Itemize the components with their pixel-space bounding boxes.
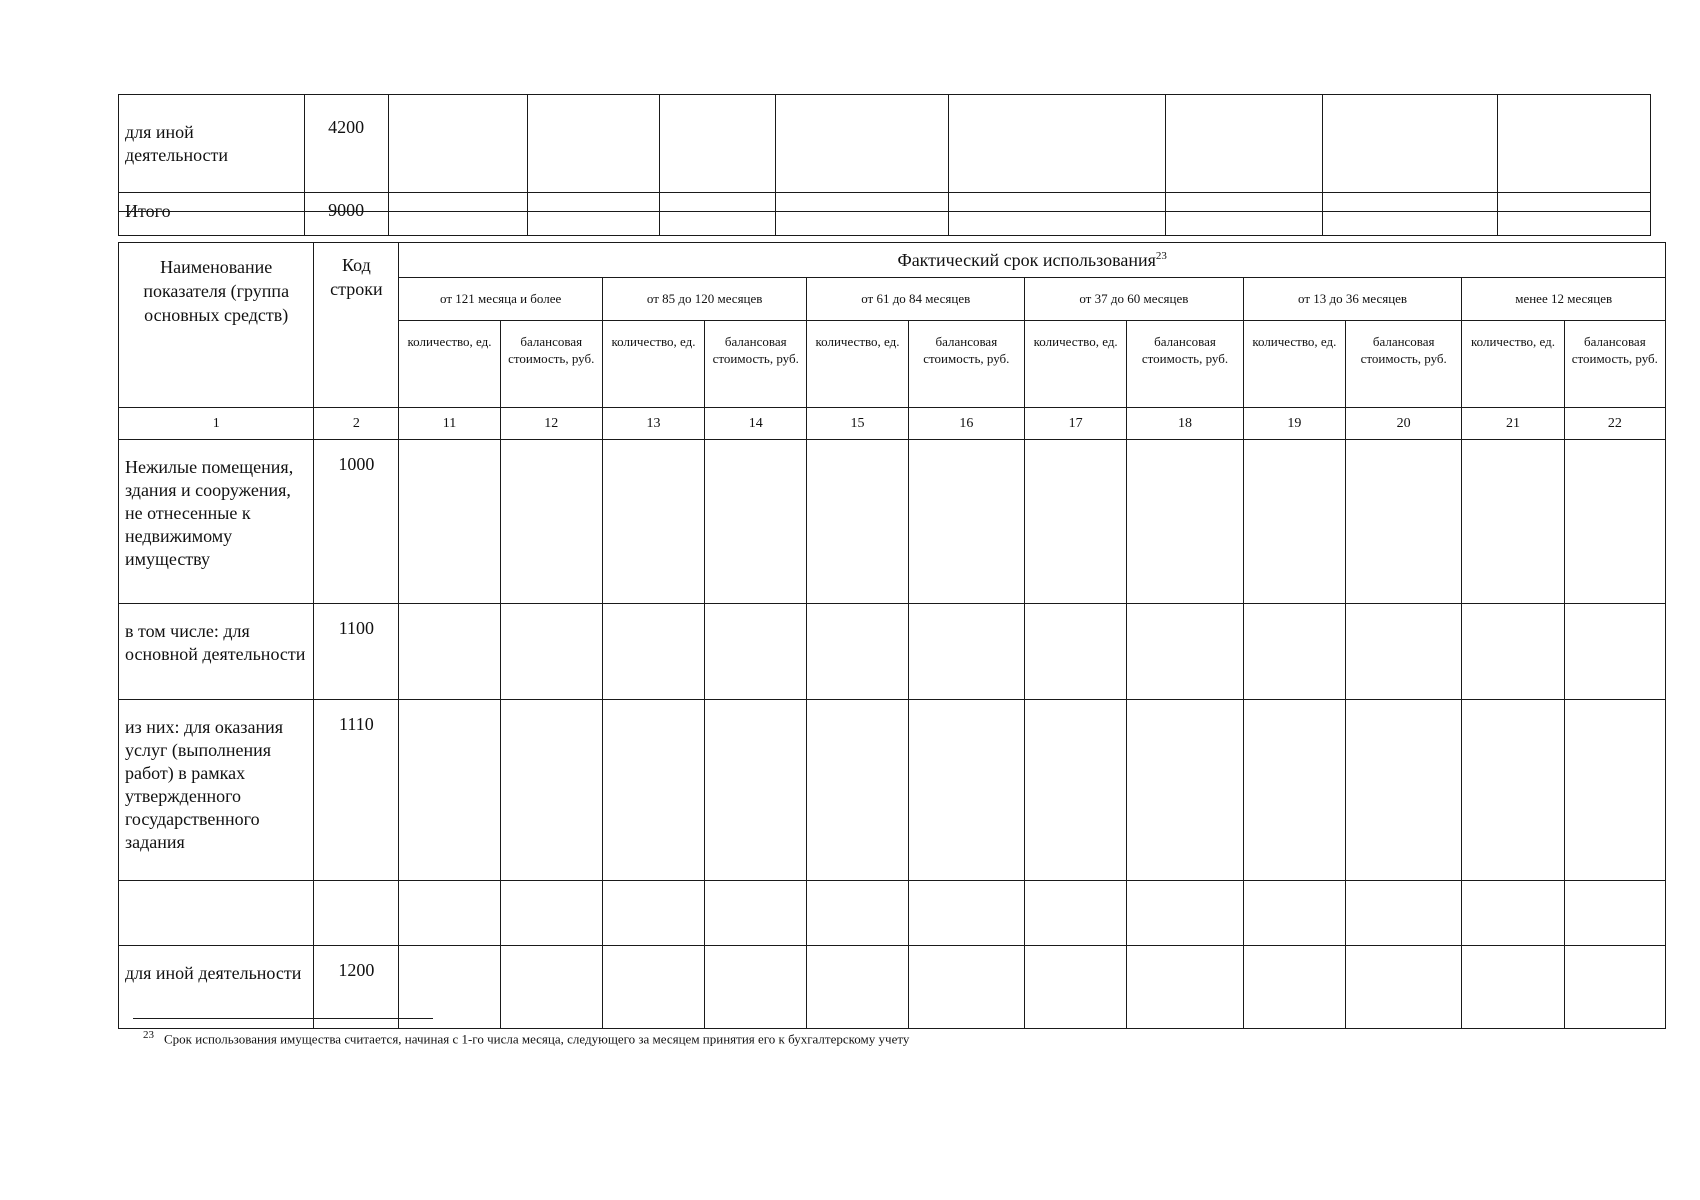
row-code: 1100 [314,604,399,700]
footnote [143,1029,909,1047]
column-number: 21 [1462,408,1564,440]
empty-cell[interactable] [1166,95,1323,193]
empty-cell[interactable] [1243,604,1345,700]
header-quantity: количество, ед. [1243,321,1345,408]
empty-cell[interactable] [1564,440,1665,604]
main-table [118,242,1666,1029]
empty-cell[interactable] [1127,604,1243,700]
column-number: 14 [705,408,807,440]
row-name: Нежилые помещения, здания и сооружения, не отнесенные к недвижимому имуществу [119,440,314,604]
header-code-column: Код строки [314,243,399,408]
column-number: 22 [1564,408,1665,440]
header-balance-cost: балансовая стоимость, руб. [500,321,602,408]
empty-cell[interactable] [528,95,659,193]
header-quantity: количество, ед. [602,321,704,408]
row-code: 1200 [314,946,399,1029]
empty-cell[interactable] [1127,946,1243,1029]
row-name: в том числе: для основной деятельности [119,604,314,700]
empty-cell[interactable] [1243,946,1345,1029]
header-group: от 61 до 84 месяцев [807,278,1025,321]
header-row [119,243,1666,278]
empty-cell[interactable] [399,881,500,946]
empty-cell[interactable] [1166,193,1323,236]
column-number: 11 [399,408,500,440]
empty-cell[interactable] [399,604,500,700]
header-group: от 121 месяца и более [399,278,602,321]
empty-cell[interactable] [1025,946,1127,1029]
column-number: 19 [1243,408,1345,440]
row-code: 4200 [304,95,388,193]
table-row [119,700,1666,881]
table-row [119,440,1666,604]
empty-cell[interactable] [500,604,602,700]
row-code: 9000 [304,193,388,236]
empty-cell[interactable] [602,604,704,700]
empty-cell[interactable] [1345,946,1461,1029]
empty-cell[interactable] [807,700,908,881]
empty-cell[interactable] [1462,700,1564,881]
empty-cell[interactable] [705,604,807,700]
empty-cell[interactable] [705,881,807,946]
header-balance-cost: балансовая стоимость, руб. [908,321,1024,408]
top-fragment-table [118,94,1651,236]
empty-cell[interactable] [948,193,1165,236]
empty-cell[interactable] [1243,881,1345,946]
empty-cell[interactable] [705,946,807,1029]
empty-cell[interactable] [908,881,1024,946]
empty-cell[interactable] [659,193,776,236]
footnote-ref: 23 [1155,249,1167,262]
empty-cell[interactable] [528,193,659,236]
column-number: 17 [1025,408,1127,440]
table-row [119,946,1666,1029]
empty-cell[interactable] [1127,700,1243,881]
empty-cell[interactable] [399,700,500,881]
empty-cell[interactable] [1127,881,1243,946]
empty-cell[interactable] [1127,440,1243,604]
table-row [119,604,1666,700]
header-balance-cost: балансовая стоимость, руб. [1564,321,1665,408]
empty-cell[interactable] [776,193,949,236]
column-number: 16 [908,408,1024,440]
header-name-column: Наименование показателя (группа основных средств) [119,243,314,408]
row-name: для иной деятельности [119,95,305,193]
footnote-text: Срок использования имущества считается, начиная с 1-го числа месяца, следующего за месяцем принятия его к бухгалтерскому учету [164,1031,910,1047]
column-number: 13 [602,408,704,440]
empty-cell[interactable] [908,700,1024,881]
empty-cell[interactable] [948,95,1165,193]
empty-cell[interactable] [908,604,1024,700]
header-quantity: количество, ед. [807,321,908,408]
empty-cell[interactable] [1243,700,1345,881]
empty-cell[interactable] [500,700,602,881]
row-code [314,881,399,946]
empty-cell[interactable] [602,700,704,881]
empty-cell[interactable] [807,881,908,946]
empty-cell[interactable] [1345,604,1461,700]
header-quantity: количество, ед. [1025,321,1127,408]
empty-cell[interactable] [1025,440,1127,604]
header-actual-usage-period [399,243,1666,278]
row-name [119,881,314,946]
empty-cell[interactable] [1323,193,1498,236]
empty-cell[interactable] [388,193,528,236]
column-number: 20 [1345,408,1461,440]
empty-cell[interactable] [776,95,949,193]
row-name: из них: для оказания услуг (выполнения работ) в рамках утвержденного государственного задания [119,700,314,881]
table-row [119,881,1666,946]
empty-cell[interactable] [399,440,500,604]
empty-cell[interactable] [602,881,704,946]
empty-cell[interactable] [659,95,776,193]
row-code: 1110 [314,700,399,881]
empty-cell[interactable] [500,440,602,604]
empty-cell[interactable] [1462,946,1564,1029]
empty-cell[interactable] [705,440,807,604]
header-balance-cost: балансовая стоимость, руб. [1127,321,1243,408]
column-number: 15 [807,408,908,440]
empty-cell[interactable] [1564,700,1665,881]
empty-cell[interactable] [908,440,1024,604]
empty-cell[interactable] [1462,440,1564,604]
empty-cell[interactable] [500,946,602,1029]
separator-line [118,211,1651,212]
empty-cell[interactable] [388,95,528,193]
row-name: Итого [119,193,305,236]
empty-cell[interactable] [1025,881,1127,946]
footnote-mark: 23 [143,1029,154,1041]
column-numbers-row [119,408,1666,440]
empty-cell[interactable] [1564,881,1665,946]
empty-cell[interactable] [1498,95,1651,193]
table-row [119,193,1651,236]
header-group: от 85 до 120 месяцев [602,278,807,321]
empty-cell[interactable] [908,946,1024,1029]
empty-cell[interactable] [602,946,704,1029]
column-number: 18 [1127,408,1243,440]
empty-cell[interactable] [1462,604,1564,700]
row-code: 1000 [314,440,399,604]
empty-cell[interactable] [1498,193,1651,236]
empty-cell[interactable] [1025,700,1127,881]
header-group: от 13 до 36 месяцев [1243,278,1462,321]
row-name: для иной деятельности [119,946,314,1029]
table-row [119,95,1651,193]
column-number: 2 [314,408,399,440]
empty-cell[interactable] [1345,440,1461,604]
header-balance-cost: балансовая стоимость, руб. [1345,321,1461,408]
header-group: менее 12 месяцев [1462,278,1666,321]
header-quantity: количество, ед. [399,321,500,408]
empty-cell[interactable] [1323,95,1498,193]
footnote-divider [133,1018,433,1019]
empty-cell[interactable] [705,700,807,881]
empty-cell[interactable] [1345,700,1461,881]
column-number: 12 [500,408,602,440]
empty-cell[interactable] [807,440,908,604]
header-group: от 37 до 60 месяцев [1025,278,1244,321]
empty-cell[interactable] [1564,946,1665,1029]
empty-cell[interactable] [1243,440,1345,604]
empty-cell[interactable] [1462,881,1564,946]
empty-cell[interactable] [399,946,500,1029]
empty-cell[interactable] [807,946,908,1029]
empty-cell[interactable] [500,881,602,946]
empty-cell[interactable] [807,604,908,700]
empty-cell[interactable] [1564,604,1665,700]
header-balance-cost: балансовая стоимость, руб. [705,321,807,408]
header-quantity: количество, ед. [1462,321,1564,408]
column-number: 1 [119,408,314,440]
empty-cell[interactable] [602,440,704,604]
header-fact-title: Фактический срок использования [897,249,1156,270]
empty-cell[interactable] [1025,604,1127,700]
empty-cell[interactable] [1345,881,1461,946]
